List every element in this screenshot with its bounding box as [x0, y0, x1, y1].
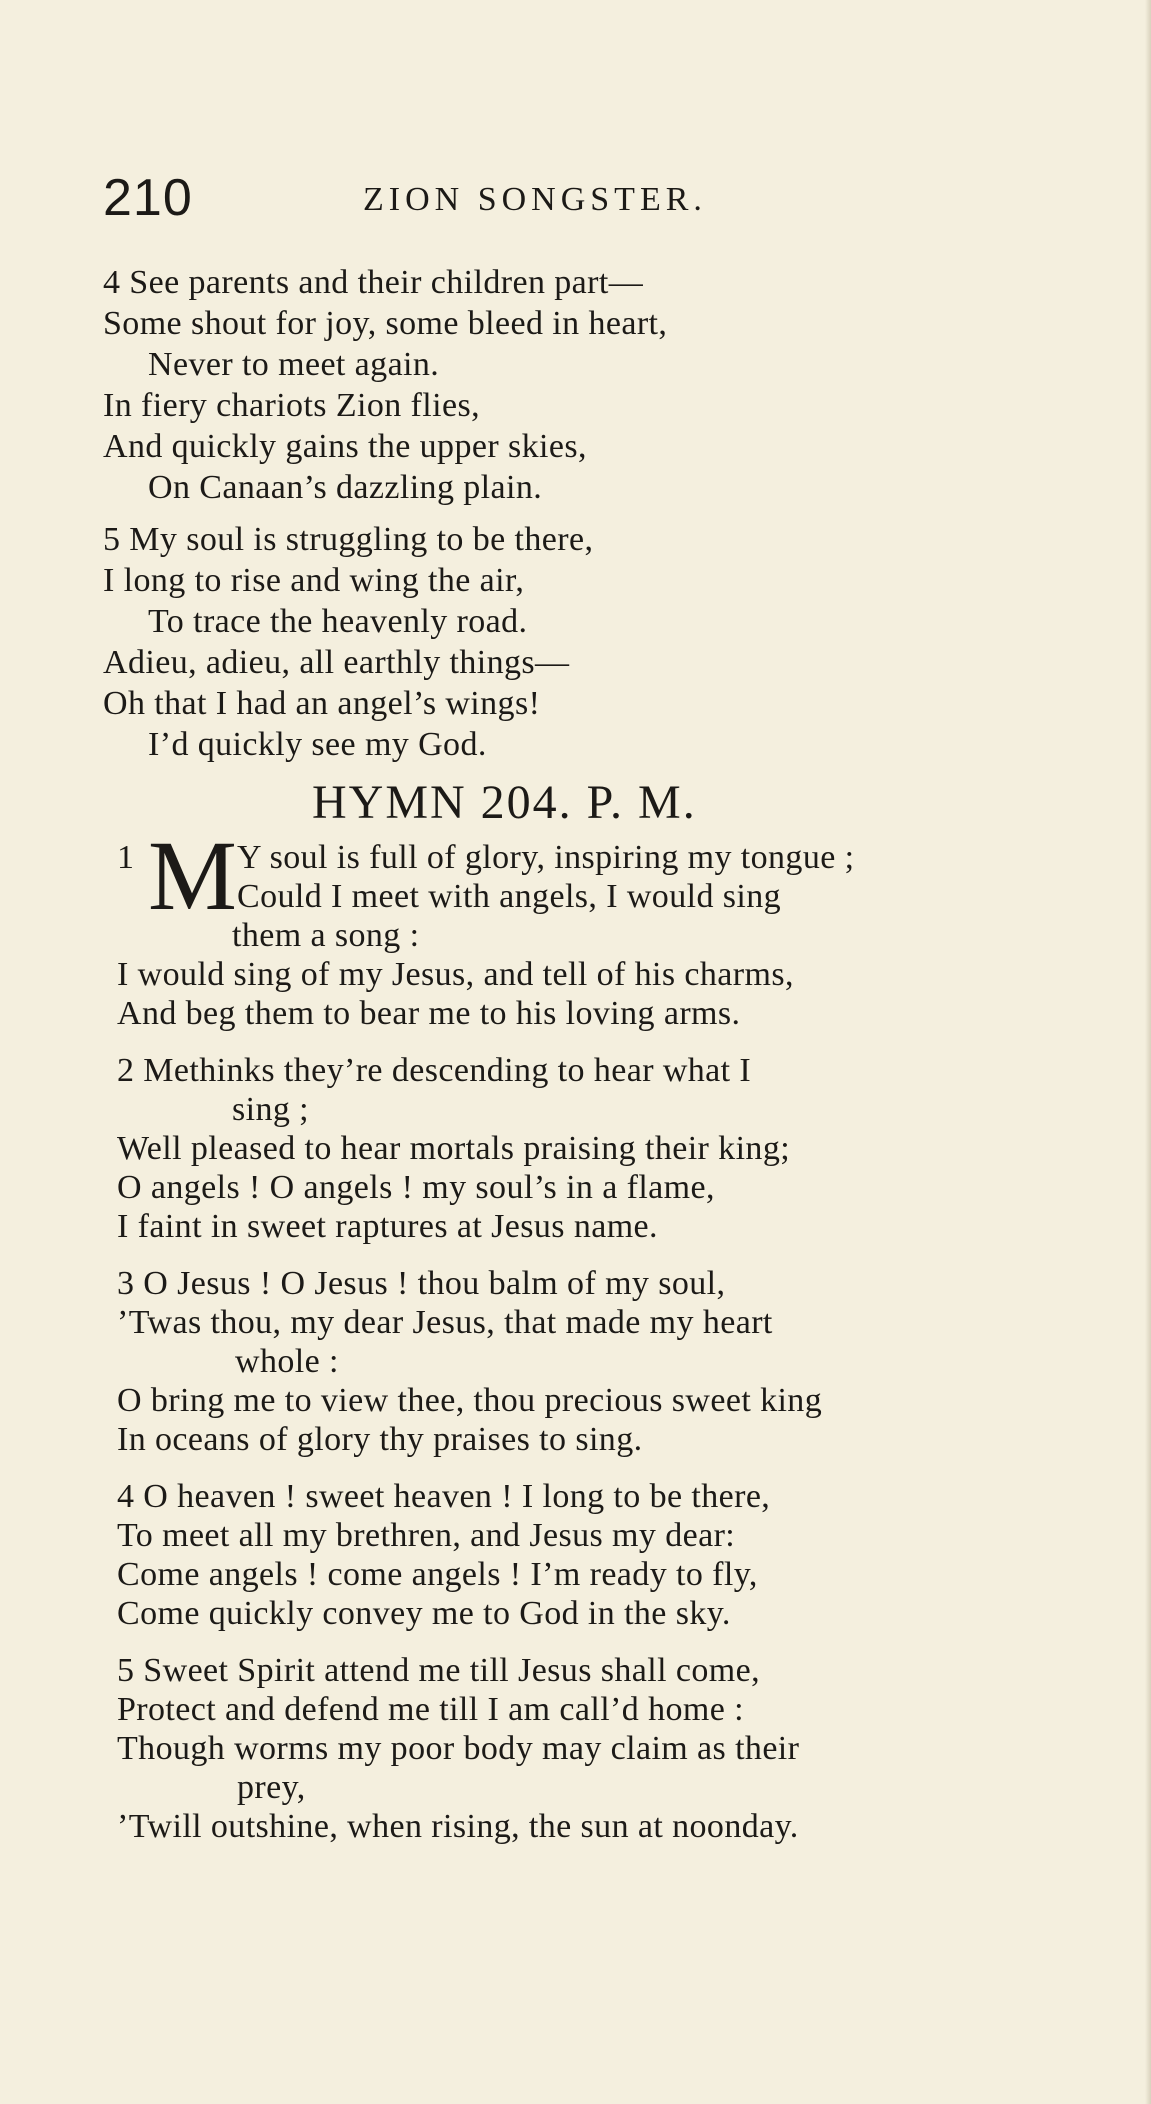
verse-line: prey,: [237, 1769, 306, 1806]
verse-line: 2 Methinks they’re descending to hear what I: [117, 1052, 752, 1089]
verse-line: 5 Sweet Spirit attend me till Jesus shall come,: [117, 1652, 760, 1689]
verse-line: Come quickly convey me to God in the sky.: [117, 1595, 731, 1632]
verse-line: 4 O heaven ! sweet heaven ! I long to be there,: [117, 1478, 771, 1515]
verse-line: Protect and defend me till I am call’d home :: [117, 1691, 744, 1728]
verse-line: Come angels ! come angels ! I’m ready to fly,: [117, 1556, 758, 1593]
verse-line: Well pleased to hear mortals praising their king;: [117, 1130, 791, 1167]
page-header: [103, 168, 1003, 228]
verse-line: Though worms my poor body may claim as their: [117, 1730, 800, 1767]
verse-line: ’Twas thou, my dear Jesus, that made my heart: [117, 1304, 773, 1341]
verse-line: I long to rise and wing the air,: [103, 562, 525, 599]
verse-line: Oh that I had an angel’s wings!: [103, 685, 541, 722]
verse-number: 1: [117, 839, 134, 876]
verse-line: Y soul is full of glory, inspiring my tongue ;: [237, 839, 855, 876]
verse-line: And quickly gains the upper skies,: [103, 428, 587, 465]
verse-line: I faint in sweet raptures at Jesus name.: [117, 1208, 658, 1245]
verse-line: In oceans of glory thy praises to sing.: [117, 1421, 643, 1458]
verse-line: In fiery chariots Zion flies,: [103, 387, 480, 424]
page-number: 210: [103, 169, 193, 227]
page-edge-shadow: [1145, 0, 1151, 2104]
running-title: ZION SONGSTER.: [363, 181, 707, 218]
verse-line: Adieu, adieu, all earthly things—: [103, 644, 570, 681]
verse-line: To meet all my brethren, and Jesus my dear:: [117, 1517, 736, 1554]
verse-line: ’Twill outshine, when rising, the sun at noonday.: [117, 1808, 799, 1845]
verse-line: I would sing of my Jesus, and tell of his charms,: [117, 956, 794, 993]
verse-line: Could I meet with angels, I would sing: [237, 878, 782, 915]
hymn-title: HYMN 204. P. M.: [312, 776, 697, 829]
verse-line: O angels ! O angels ! my soul’s in a flame,: [117, 1169, 715, 1206]
verse-line: 5 My soul is struggling to be there,: [103, 521, 594, 558]
verse-line: 4 See parents and their children part—: [103, 264, 644, 301]
verse-line: To trace the heavenly road.: [148, 603, 528, 640]
verse-line: And beg them to bear me to his loving arms.: [117, 995, 741, 1032]
verse-line: whole :: [235, 1343, 339, 1380]
verse-line: O bring me to view thee, thou precious sweet king: [117, 1382, 823, 1419]
verse-line: On Canaan’s dazzling plain.: [148, 469, 543, 506]
drop-cap: M: [148, 820, 237, 931]
verse-line: 3 O Jesus ! O Jesus ! thou balm of my soul,: [117, 1265, 726, 1302]
verse-line: sing ;: [232, 1091, 310, 1128]
verse-line: Some shout for joy, some bleed in heart,: [103, 305, 668, 342]
verse-line: I’d quickly see my God.: [148, 726, 487, 763]
verse-line: Never to meet again.: [148, 346, 440, 383]
verse-line: them a song :: [232, 917, 420, 954]
